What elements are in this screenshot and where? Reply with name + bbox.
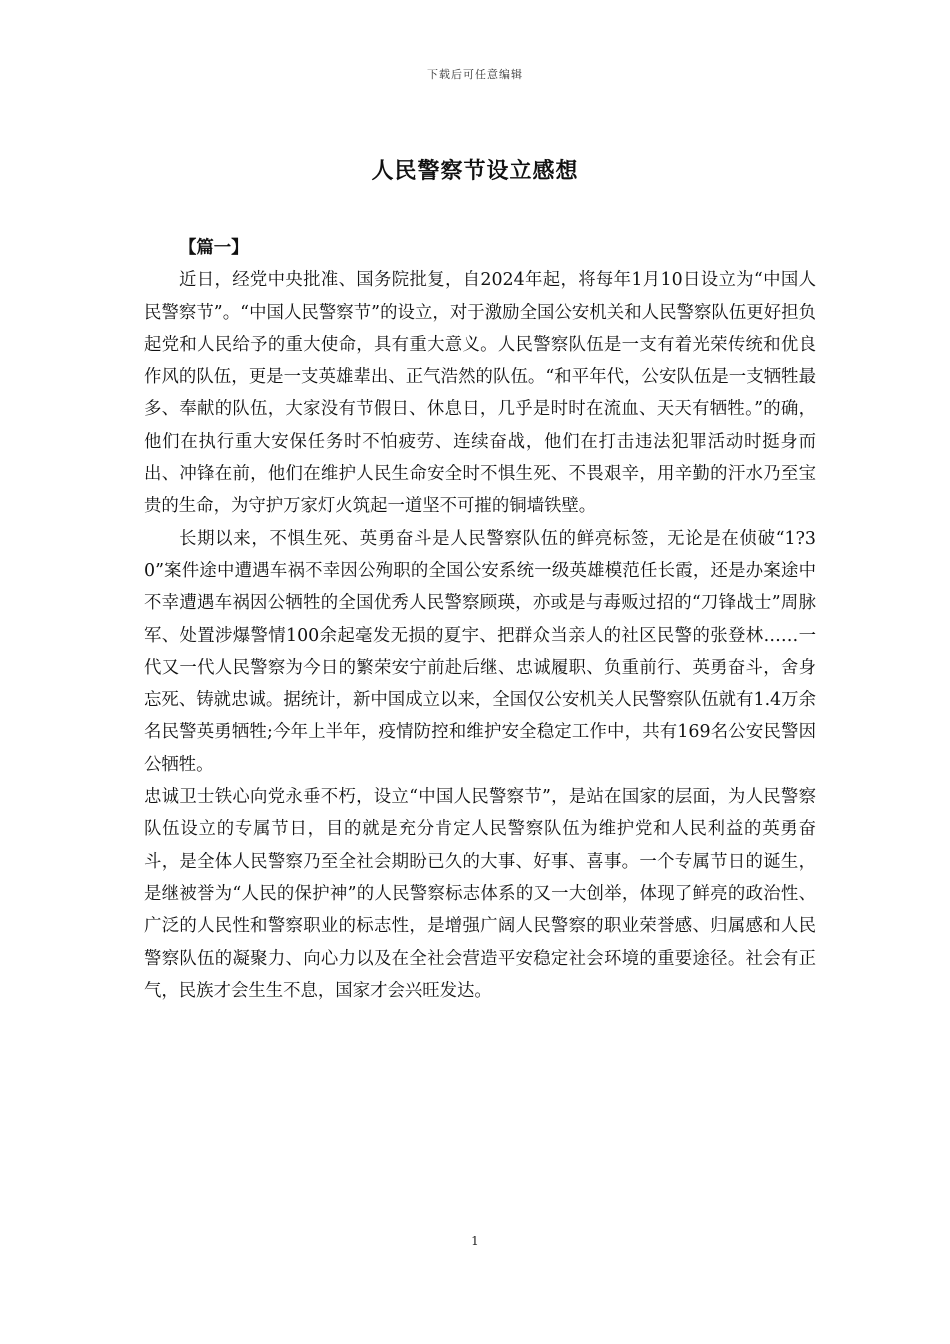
document-body bbox=[144, 232, 816, 1007]
paragraph-3: 忠诚卫士铁心向党永垂不朽，设立“中国人民警察节”，是站在国家的层面，为人民警察队伍设立的专属节日，目的就是充分肯定人民警察队伍为维护党和人民利益的英勇奋斗，是全体人民警察乃至全社会期盼已久的大事、好事、喜事。一个专属节日的诞生，是继被誉为“人民的保护神”的人民警察标志体系的又一大创举，体现了鲜亮的政治性、广泛的人民性和警察职业的标志性，是增强广阔人民警察的职业荣誉感、归属感和人民警察队伍的凝聚力、向心力以及在全社会营造平安稳定社会环境的重要途径。社会有正气，民族才会生生不息，国家才会兴旺发达。 bbox=[144, 787, 816, 1001]
section-label: 【篇一】 bbox=[179, 238, 249, 258]
document-title: 人民警察节设立感想 bbox=[371, 158, 579, 184]
header-note: 下载后可任意编辑 bbox=[427, 68, 523, 81]
paragraph-1: 近日，经党中央批准、国务院批复，自2024年起，将每年1月10日设立为“中国人民警察节”。“中国人民警察节”的设立，对于激励全国公安机关和人民警察队伍更好担负起党和人民给予的重大使命，具有重大意义。人民警察队伍是一支有着光荣传统和优良作风的队伍，更是一支英雄辈出、正气浩然的队伍。“和平年代，公安队伍是一支牺牲最多、奉献的队伍，大家没有节假日、休息日，几乎是时时在流血、天天有牺牲。”的确，他们在执行重大安保任务时不怕疲劳、连续奋战，他们在打击违法犯罪活动时挺身而出、冲锋在前，他们在维护人民生命安全时不惧生死、不畏艰辛，用辛勤的汗水乃至宝贵的生命，为守护万家灯火筑起一道坚不可摧的铜墙铁壁。 bbox=[144, 270, 816, 517]
paragraph-2: 长期以来，不惧生死、英勇奋斗是人民警察队伍的鲜亮标签，无论是在侦破“1?30”案件途中遭遇车祸不幸因公殉职的全国公安系统一级英雄模范任长霞，还是办案途中不幸遭遇车祸因公牺牲的全国优秀人民警察顾瑛，亦或是与毒贩过招的“刀锋战士”周脉军、处置涉爆警情100余起毫发无损的夏宇、把群众当亲人的社区民警的张登林……一代又一代人民警察为今日的繁荣安宁前赴后继、忠诚履职、负重前行、英勇奋斗，舍身忘死、铸就忠诚。据统计，新中国成立以来，全国仅公安机关人民警察队伍就有1.4万余名民警英勇牺牲;今年上半年，疫情防控和维护安全稳定工作中，共有169名公安民警因公牺牲。 bbox=[144, 528, 816, 775]
page-number: 1 bbox=[471, 1234, 479, 1248]
